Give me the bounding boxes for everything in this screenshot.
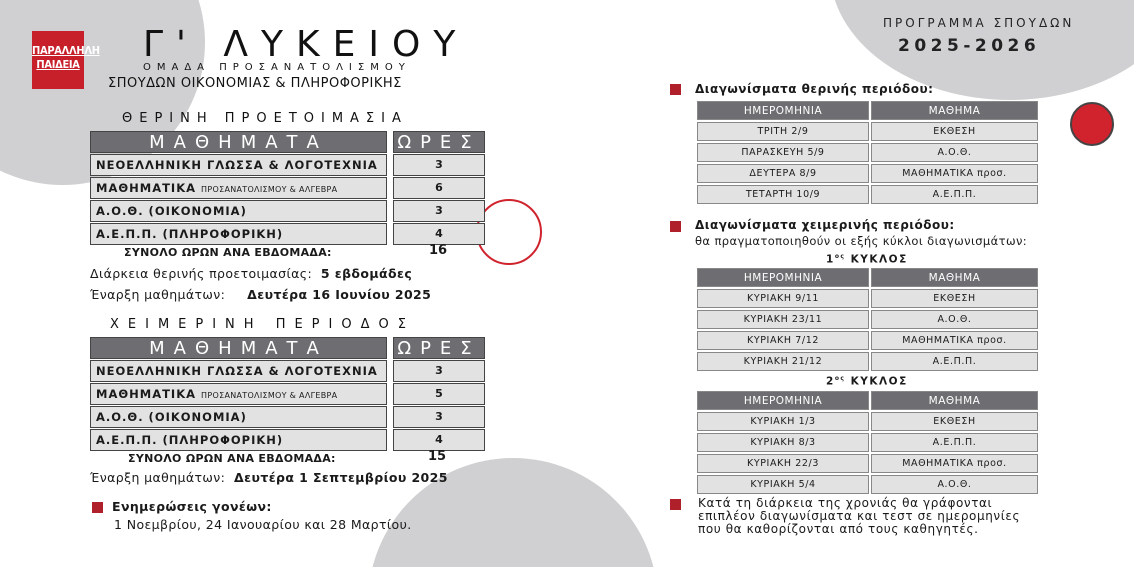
summer-start: Έναρξη μαθημάτων: Δευτέρα 16 Ιουνίου 2025 [90, 287, 432, 302]
col-date-header: ΗΜΕΡΟΜΗΝΙΑ [697, 391, 869, 410]
winter-tests-subtitle: θα πραγματοποιηθούν οι εξής κύκλοι διαγωνισμάτων: [695, 234, 1028, 248]
table-row [90, 200, 485, 222]
col-hours-header: ΩΡΕΣ [393, 337, 485, 359]
winter-start: Έναρξη μαθημάτων: Δευτέρα 1 Σεπτεμβρίου 2025 [90, 470, 448, 485]
table-row [697, 352, 1038, 371]
subject-cell: ΕΚΘΕΣΗ [871, 412, 1038, 431]
table-row [697, 310, 1038, 329]
subject-cell: ΜΑΘΗΜΑΤΙΚΑ προσ. [871, 331, 1038, 350]
date-cell: ΤΡΙΤΗ 2/9 [697, 122, 869, 141]
subject-cell: Α.Ο.Θ. [871, 143, 1038, 162]
col-hours-header: ΩΡΕΣ [393, 131, 485, 153]
table-row [90, 406, 485, 428]
table-row [697, 185, 1038, 204]
winter-total-label: ΣΥΝΟΛΟ ΩΡΩΝ ΑΝΑ ΕΒΔΟΜΑΔΑ: [128, 452, 336, 465]
winter-subjects-table [90, 337, 485, 452]
parents-dates: 1 Νοεμβρίου, 24 Ιανουαρίου και 28 Μαρτίου. [114, 517, 412, 532]
hours-cell: 4 [393, 223, 485, 245]
summer-total-value: 16 [429, 243, 448, 258]
winter-section-title: ΧΕΙΜΕΡΙΝΗ ΠΕΡΙΟΔΟΣ [110, 317, 415, 332]
date-cell: ΔΕΥΤΕΡΑ 8/9 [697, 164, 869, 183]
subject-cell: ΕΚΘΕΣΗ [871, 122, 1038, 141]
table-row [697, 475, 1038, 494]
winter-total-value: 15 [428, 449, 447, 464]
hours-cell: 3 [393, 154, 485, 176]
hours-cell: 5 [393, 383, 485, 405]
hours-cell: 6 [393, 177, 485, 199]
hours-cell: 3 [393, 360, 485, 382]
table-row [90, 154, 485, 176]
subject-cell: ΝΕΟΕΛΛΗΝΙΚΗ ΓΛΩΣΣΑ & ΛΟΓΟΤΕΧΝΙΑ [90, 360, 387, 382]
col-subject-header: ΜΑΘΗΜΑ [871, 391, 1038, 410]
hours-cell: 3 [393, 406, 485, 428]
date-cell: ΚΥΡΙΑΚΗ 8/3 [697, 433, 869, 452]
table-row [697, 143, 1038, 162]
subject-cell: ΜΑΘΗΜΑΤΙΚΑ ΠΡΟΣΑΝΑΤΟΛΙΣΜΟΥ & ΑΛΓΕΒΡΑ [90, 177, 387, 199]
subject-cell: ΝΕΟΕΛΛΗΝΙΚΗ ΓΛΩΣΣΑ & ΛΟΓΟΤΕΧΝΙΑ [90, 154, 387, 176]
table-header [90, 337, 485, 359]
page-title: Γ' ΛΥΚΕΙΟΥ [143, 24, 469, 65]
table-header [697, 391, 1038, 410]
date-cell: ΠΑΡΑΣΚΕΥΗ 5/9 [697, 143, 869, 162]
extra-tests-note: Κατά τη διάρκεια της χρονιάς θα γράφονται επιπλέον διαγωνίσματα και τεστ σε ημερομηνίες που θα καθορίζονται από τους καθηγητές. [698, 496, 1021, 536]
date-cell: ΚΥΡΙΑΚΗ 21/12 [697, 352, 869, 371]
table-row [90, 429, 485, 451]
col-date-header: ΗΜΕΡΟΜΗΝΙΑ [697, 101, 869, 120]
cycle-1-title: $1^{o\varsigma}$ ΚΥΚΛΟΣ [826, 253, 908, 266]
col-subjects-header: ΜΑΘΗΜΑΤΑ [90, 337, 387, 359]
summer-duration: Διάρκεια θερινής προετοιμασίας: 5 εβδομάδες [90, 266, 413, 281]
date-cell: ΚΥΡΙΑΚΗ 23/11 [697, 310, 869, 329]
hours-cell: 4 [393, 429, 485, 451]
cycle-1-table [695, 266, 1040, 373]
subject-cell: Α.Ο.Θ. [871, 310, 1038, 329]
summer-tests-table [695, 99, 1040, 206]
hours-cell: 3 [393, 200, 485, 222]
date-cell: ΚΥΡΙΑΚΗ 9/11 [697, 289, 869, 308]
page-subtitle-1: ΟΜΑΔΑ ΠΡΟΣΑΝΑΤΟΛΙΣΜΟΥ [143, 62, 411, 73]
subject-cell: Α.Ε.Π.Π. (ΠΛΗΡΟΦΟΡΙΚΗ) [90, 223, 387, 245]
brand-logo [32, 31, 100, 89]
date-cell: ΚΥΡΙΑΚΗ 5/4 [697, 475, 869, 494]
table-row [697, 454, 1038, 473]
table-row [697, 412, 1038, 431]
summer-section-title: ΘΕΡΙΝΗ ΠΡΟΕΤΟΙΜΑΣΙΑ [122, 111, 408, 126]
date-cell: ΚΥΡΙΑΚΗ 7/12 [697, 331, 869, 350]
decor-red-ring [476, 199, 542, 265]
table-header [90, 131, 485, 153]
subject-cell: ΕΚΘΕΣΗ [871, 289, 1038, 308]
table-row [697, 433, 1038, 452]
logo-line-1: ΠΑΡΑΛΛΗΛΗ [32, 44, 100, 57]
subject-cell: Α.Ο.Θ. (ΟΙΚΟΝΟΜΙΑ) [90, 406, 387, 428]
subject-cell: Α.Ε.Π.Π. [871, 352, 1038, 371]
table-row [90, 223, 485, 245]
table-row [697, 122, 1038, 141]
table-row [697, 164, 1038, 183]
table-row [90, 383, 485, 405]
winter-tests-title: Διαγωνίσματα χειμερινής περιόδου: [695, 218, 955, 232]
subject-cell: ΜΑΘΗΜΑΤΙΚΑ προσ. [871, 454, 1038, 473]
col-subject-header: ΜΑΘΗΜΑ [871, 268, 1038, 287]
col-date-header: ΗΜΕΡΟΜΗΝΙΑ [697, 268, 869, 287]
subject-cell: ΜΑΘΗΜΑΤΙΚΑ προσ. [871, 164, 1038, 183]
bullet-icon [670, 84, 681, 95]
bullet-icon [92, 502, 103, 513]
table-row [697, 289, 1038, 308]
table-header [697, 268, 1038, 287]
date-cell: ΤΕΤΑΡΤΗ 10/9 [697, 185, 869, 204]
col-subject-header: ΜΑΘΗΜΑ [871, 101, 1038, 120]
bullet-icon [670, 499, 681, 510]
subject-cell: ΜΑΘΗΜΑΤΙΚΑ ΠΡΟΣΑΝΑΤΟΛΙΣΜΟΥ & ΑΛΓΕΒΡΑ [90, 383, 387, 405]
date-cell: ΚΥΡΙΑΚΗ 22/3 [697, 454, 869, 473]
parents-title: Ενημερώσεις γονέων: [112, 499, 272, 514]
subject-cell: Α.Ο.Θ. (ΟΙΚΟΝΟΜΙΑ) [90, 200, 387, 222]
cycle-2-table [695, 389, 1040, 496]
subject-cell: Α.Ε.Π.Π. [871, 185, 1038, 204]
table-row [90, 360, 485, 382]
logo-line-2: ΠΑΙΔΕΙΑ [36, 58, 80, 71]
summer-total-label: ΣΥΝΟΛΟ ΩΡΩΝ ΑΝΑ ΕΒΔΟΜΑΔΑ: [124, 246, 332, 259]
col-subjects-header: ΜΑΘΗΜΑΤΑ [90, 131, 387, 153]
page-subtitle-2: ΣΠΟΥΔΩΝ ΟΙΚΟΝΟΜΙΑΣ & ΠΛΗΡΟΦΟΡΙΚΗΣ [108, 76, 402, 91]
subject-cell: Α.Ε.Π.Π. (ΠΛΗΡΟΦΟΡΙΚΗ) [90, 429, 387, 451]
table-row [697, 331, 1038, 350]
cycle-2-title: $2^{o\varsigma}$ ΚΥΚΛΟΣ [826, 375, 908, 388]
bullet-icon [670, 221, 681, 232]
summer-subjects-table [90, 131, 485, 246]
program-label: ΠΡΟΓΡΑΜΜΑ ΣΠΟΥΔΩΝ [883, 16, 1075, 30]
table-row [90, 177, 485, 199]
summer-tests-title: Διαγωνίσματα θερινής περιόδου: [695, 82, 934, 96]
subject-cell: Α.Ε.Π.Π. [871, 433, 1038, 452]
decor-red-dot [1070, 102, 1114, 146]
table-header [697, 101, 1038, 120]
school-year: 2025-2026 [898, 36, 1041, 56]
subject-cell: Α.Ο.Θ. [871, 475, 1038, 494]
date-cell: ΚΥΡΙΑΚΗ 1/3 [697, 412, 869, 431]
